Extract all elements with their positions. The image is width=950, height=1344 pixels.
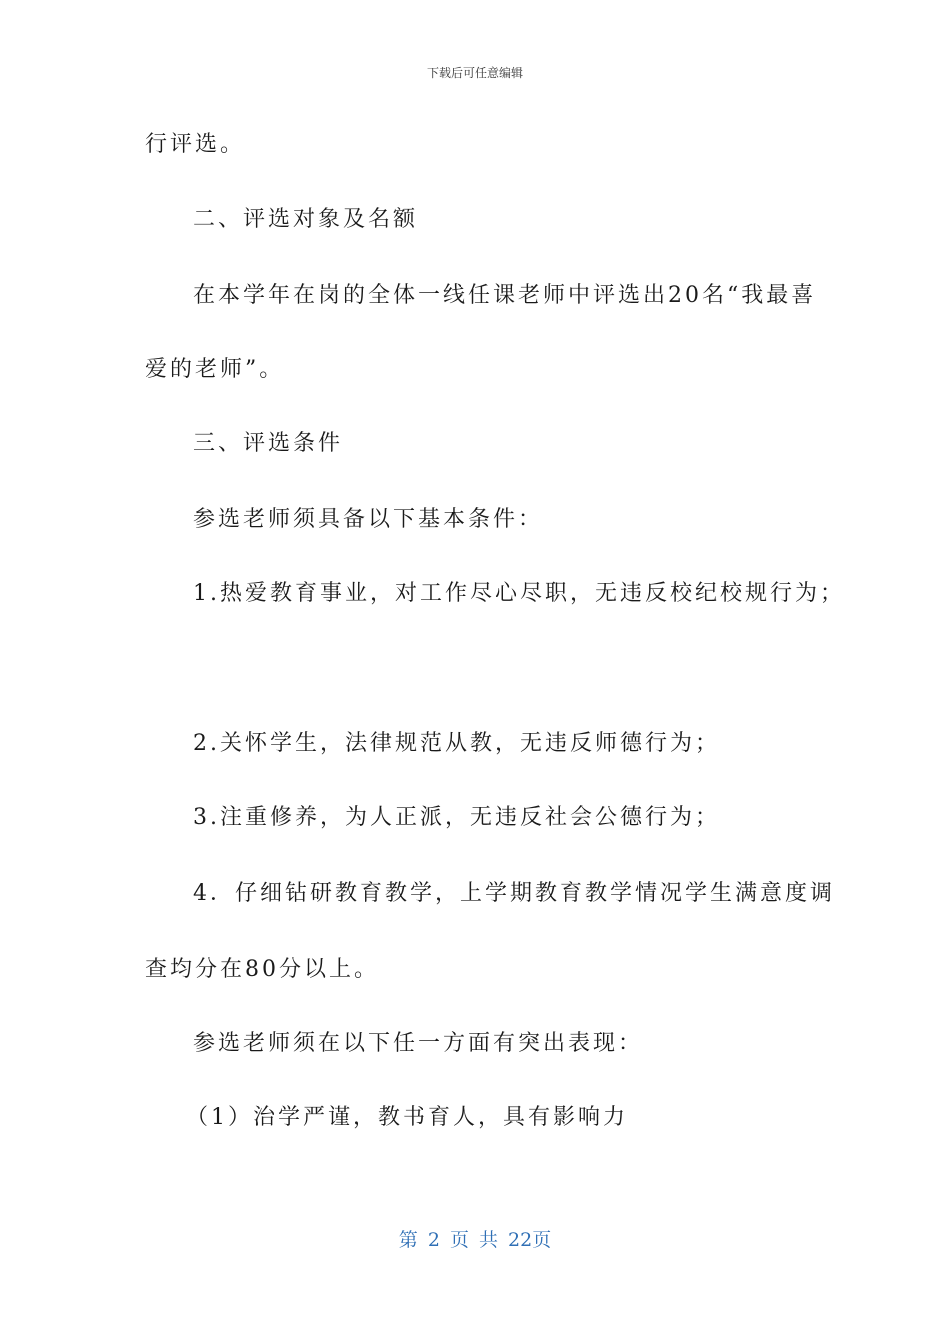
list-item: 1.热爱教育事业，对工作尽心尽职，无违反校纪校规行为； [193, 581, 845, 606]
page-number-footer: 第 2 页 共 22页 [398, 1229, 552, 1251]
text-line: 行评选。 [145, 132, 246, 157]
list-item: 2.关怀学生，法律规范从教，无违反师德行为； [193, 731, 720, 756]
text-line: 查均分在80分以上。 [145, 957, 379, 982]
text-line: 参选老师须具备以下基本条件： [193, 507, 544, 532]
list-item: 4．仔细钻研教育教学，上学期教育教学情况学生满意度调 [193, 881, 835, 906]
section-heading: 二、评选对象及名额 [193, 207, 419, 232]
section-heading: 三、评选条件 [193, 431, 344, 456]
text-line: 爱的老师”。 [145, 357, 285, 382]
page-header-note: 下载后可任意编辑 [426, 66, 523, 80]
list-item: 3.注重修养，为人正派，无违反社会公德行为； [193, 805, 720, 830]
text-line: 在本学年在岗的全体一线任课老师中评选出20名“我最喜 [193, 283, 817, 308]
text-line: 参选老师须在以下任一方面有突出表现： [193, 1031, 644, 1056]
list-item: （1）治学严谨，教书育人，具有影响力 [186, 1105, 628, 1130]
